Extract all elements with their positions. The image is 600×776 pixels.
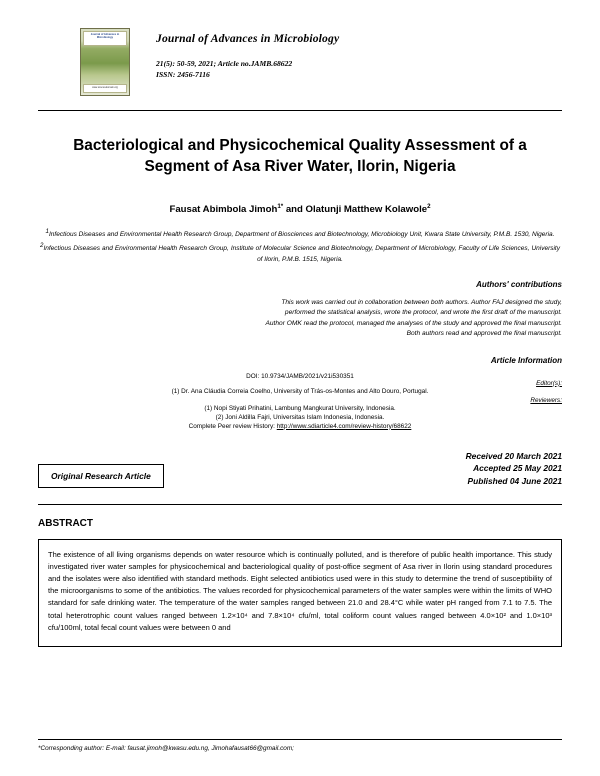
journal-issn-line: ISSN: 2456-7116	[156, 70, 210, 79]
affiliation-marker-1: 1	[45, 228, 49, 236]
contribution-line-2: performed the statistical analysis, wrote the protocol, and wrote the first draft of the manuscript.	[284, 309, 562, 317]
page-footer	[38, 739, 562, 752]
journal-volume-line: 21(5): 50-59, 2021; Article no.JAMB.68622	[156, 59, 293, 68]
reviewer-1: (1) Nopi Stiyati Prihatini, Lambung Mangkurat University, Indonesia.	[204, 404, 396, 412]
author-two-affiliation-marker: 2	[427, 203, 431, 210]
affiliation-1: Infectious Diseases and Environmental Health Research Group, Department of Biosciences and Biotechnology, Microbiology Unit, Kwara State University, P.M.B. 1530, Nigeria.	[49, 231, 555, 239]
abstract-heading: ABSTRACT	[38, 517, 93, 529]
reviewer-2: (2) Joni Aldilla Fajri, Universitas Islam Indonesia, Indonesia.	[215, 413, 385, 421]
doi-text: DOI: 10.9734/JAMB/2021/v21i530351	[246, 372, 354, 380]
abstract-text: The existence of all living organisms depends on water resource which is continually polluted, and is therefore of public health importance. This study investigated river water samples for physicochemical and bacteriological quality of post-office segment of Asa river in Ilorin using standard procedures and the isolates were also identified with standard methods. Eight selected antibiotics used were in this study to determine the trend of susceptibility of the microorganisms to some of the antibiotics. The values recorded for physicochemical parameters of the water samples were within the limits of WHO standard for safe drinking water. The temperature of the water samples ranged between 21.0 and 28.4°C while water pH ranged from 7.1 to 7.5. The total heterotrophic count values ranged between 1.2×10⁴ and 7.8×10⁴ cfu/ml, total coliform count values ranged between 4.0×10² and 1.0×10³ cfu/100ml, total fecal count values were between 0 and	[48, 549, 552, 632]
peer-review-history-link[interactable]: http://www.sdiarticle4.com/review-history/68622	[276, 422, 412, 430]
article-dates	[466, 450, 562, 488]
editors-label: Editor(s):	[536, 379, 562, 387]
author-list	[38, 203, 562, 215]
contribution-line-3: Author OMK read the protocol, managed the analyses of the study and approved the final manuscript.	[265, 319, 562, 327]
contribution-line-4: Both authors read and approved the final manuscript.	[406, 330, 562, 338]
header-divider	[38, 110, 562, 111]
affiliations	[38, 227, 562, 265]
received-date: Received 20 March 2021	[465, 450, 562, 461]
editor-1: (1) Dr. Ana Cláudia Correia Coelho, University of Trás-os-Montes and Alto Douro, Portugal.	[171, 387, 429, 395]
peer-review-history	[38, 423, 562, 430]
masthead	[38, 28, 562, 96]
author-two: and Olatunji Matthew Kolawole	[283, 204, 428, 216]
page-title: Bacteriological and Physicochemical Quality Assessment of a Segment of Asa River Water, Ilorin, Nigeria	[73, 137, 527, 175]
reviewers-label: Reviewers:	[530, 396, 562, 404]
dates-and-type-row	[38, 450, 562, 488]
journal-cover-thumbnail	[80, 28, 130, 96]
affiliation-2: Infectious Diseases and Environmental Health Research Group, Institute of Molecular Science and Biotechnology, Department of Microbiology, Faculty of Life Sciences, University of Ilorin, P.M.B. 1515, Nigeria.	[43, 245, 560, 263]
article-information-heading: Article Information	[490, 355, 562, 365]
abstract-divider	[38, 504, 562, 505]
abstract-box	[38, 539, 562, 647]
footer-divider	[38, 739, 562, 740]
corresponding-author-note: *Corresponding author: E-mail: fausat.jimoh@kwasu.edu.ng, Jimohafausat66@gmail.com;	[38, 745, 294, 752]
journal-info	[156, 28, 339, 80]
authors-contributions-heading: Authors' contributions	[476, 280, 562, 289]
accepted-date: Accepted 25 May 2021	[473, 463, 562, 474]
cover-title-text: Journal of Advances in Microbiology	[83, 31, 127, 46]
article-type-badge: Original Research Article	[38, 464, 164, 488]
journal-title: Journal of Advances in Microbiology	[156, 32, 340, 45]
peer-review-history-label: Complete Peer review History:	[188, 422, 277, 430]
author-one-affiliation-marker: 1*	[277, 203, 284, 210]
published-date: Published 04 June 2021	[467, 475, 562, 486]
cover-footer-text: www.sciencedomain.org	[83, 84, 127, 93]
authors-contributions-text	[38, 298, 562, 340]
contribution-line-1: This work was carried out in collaboration between both authors. Author FAJ designed the study,	[281, 299, 562, 306]
author-one: Fausat Abimbola Jimoh	[169, 204, 278, 216]
affiliation-marker-2: 2	[40, 241, 44, 249]
